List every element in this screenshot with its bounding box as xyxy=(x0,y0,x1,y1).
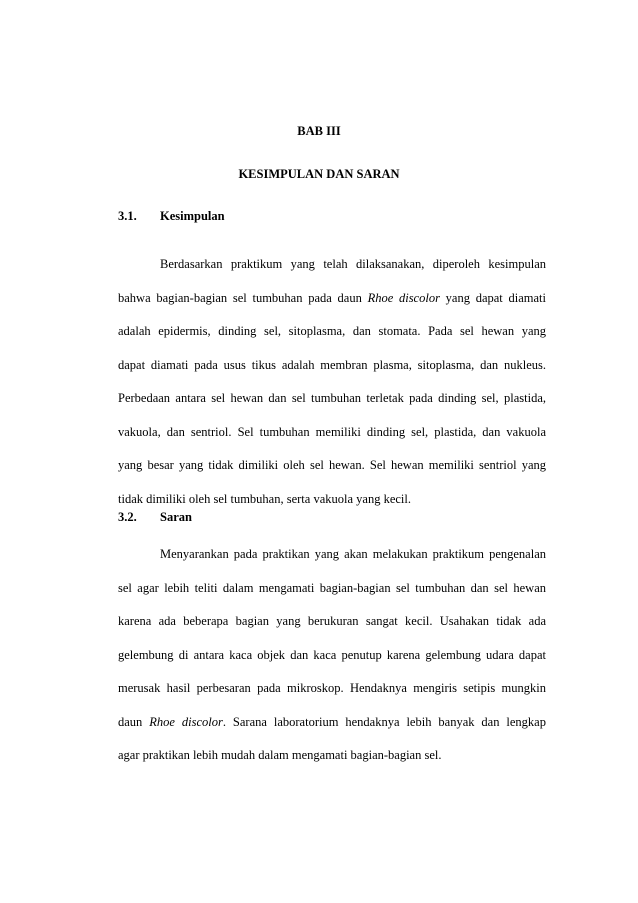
text-line: sel agar lebih teliti dalam mengamati bagian-bagian sel tumbuhan dan sel hewan xyxy=(118,580,546,595)
section-number: 3.1. xyxy=(118,209,137,223)
text-line: tidak dimiliki oleh sel tumbuhan, serta vakuola yang kecil. xyxy=(118,491,411,506)
text-line: karena ada beberapa bagian yang berukuran sangat kecil. Usahakan tidak ada xyxy=(118,614,546,628)
text-line: gelembung di antara kaca objek dan kaca penutup karena gelembung udara dapat xyxy=(118,647,546,662)
text-line: vakuola, dan sentriol. Sel tumbuhan memiliki dinding sel, plastida, dan vakuola xyxy=(118,424,546,439)
paragraph-saran xyxy=(118,544,546,779)
text-line: Perbedaan antara sel hewan dan sel tumbuhan terletak pada dinding sel, plastida, xyxy=(118,391,546,405)
chapter-title: BAB III xyxy=(297,124,341,138)
text-line: Berdasarkan praktikum yang telah dilaksanakan, diperoleh kesimpulan xyxy=(160,257,546,271)
text-line: bahwa bagian-bagian sel tumbuhan pada daun Rhoe discolor yang dapat diamati xyxy=(118,290,546,305)
paragraph-kesimpulan xyxy=(118,254,546,522)
text-line: merusak hasil perbesaran pada mikroskop. Hendaknya mengiris setipis mungkin xyxy=(118,681,546,695)
species-name: Rhoe discolor xyxy=(367,290,440,305)
section-title: Saran xyxy=(160,510,192,524)
text-line: adalah epidermis, dinding sel, sitoplasma, dan stomata. Pada sel hewan yang xyxy=(118,324,546,338)
chapter-subtitle: KESIMPULAN DAN SARAN xyxy=(238,167,400,181)
section-heading-kesimpulan xyxy=(118,209,225,224)
species-name: Rhoe discolor xyxy=(149,714,223,729)
text-line: yang besar yang tidak dimiliki oleh sel hewan. Sel hewan memiliki sentriol yang xyxy=(118,458,546,472)
text-line: daun Rhoe discolor. Sarana laboratorium hendaknya lebih banyak dan lengkap xyxy=(118,714,546,729)
section-title: Kesimpulan xyxy=(160,209,225,223)
section-number: 3.2. xyxy=(118,510,137,524)
text-line: agar praktikan lebih mudah dalam mengamati bagian-bagian sel. xyxy=(118,748,442,762)
section-heading-saran xyxy=(118,510,192,525)
text-line: dapat diamati pada usus tikus adalah membran plasma, sitoplasma, dan nukleus. xyxy=(118,357,546,372)
text-line: Menyarankan pada praktikan yang akan melakukan praktikum pengenalan xyxy=(160,547,546,561)
